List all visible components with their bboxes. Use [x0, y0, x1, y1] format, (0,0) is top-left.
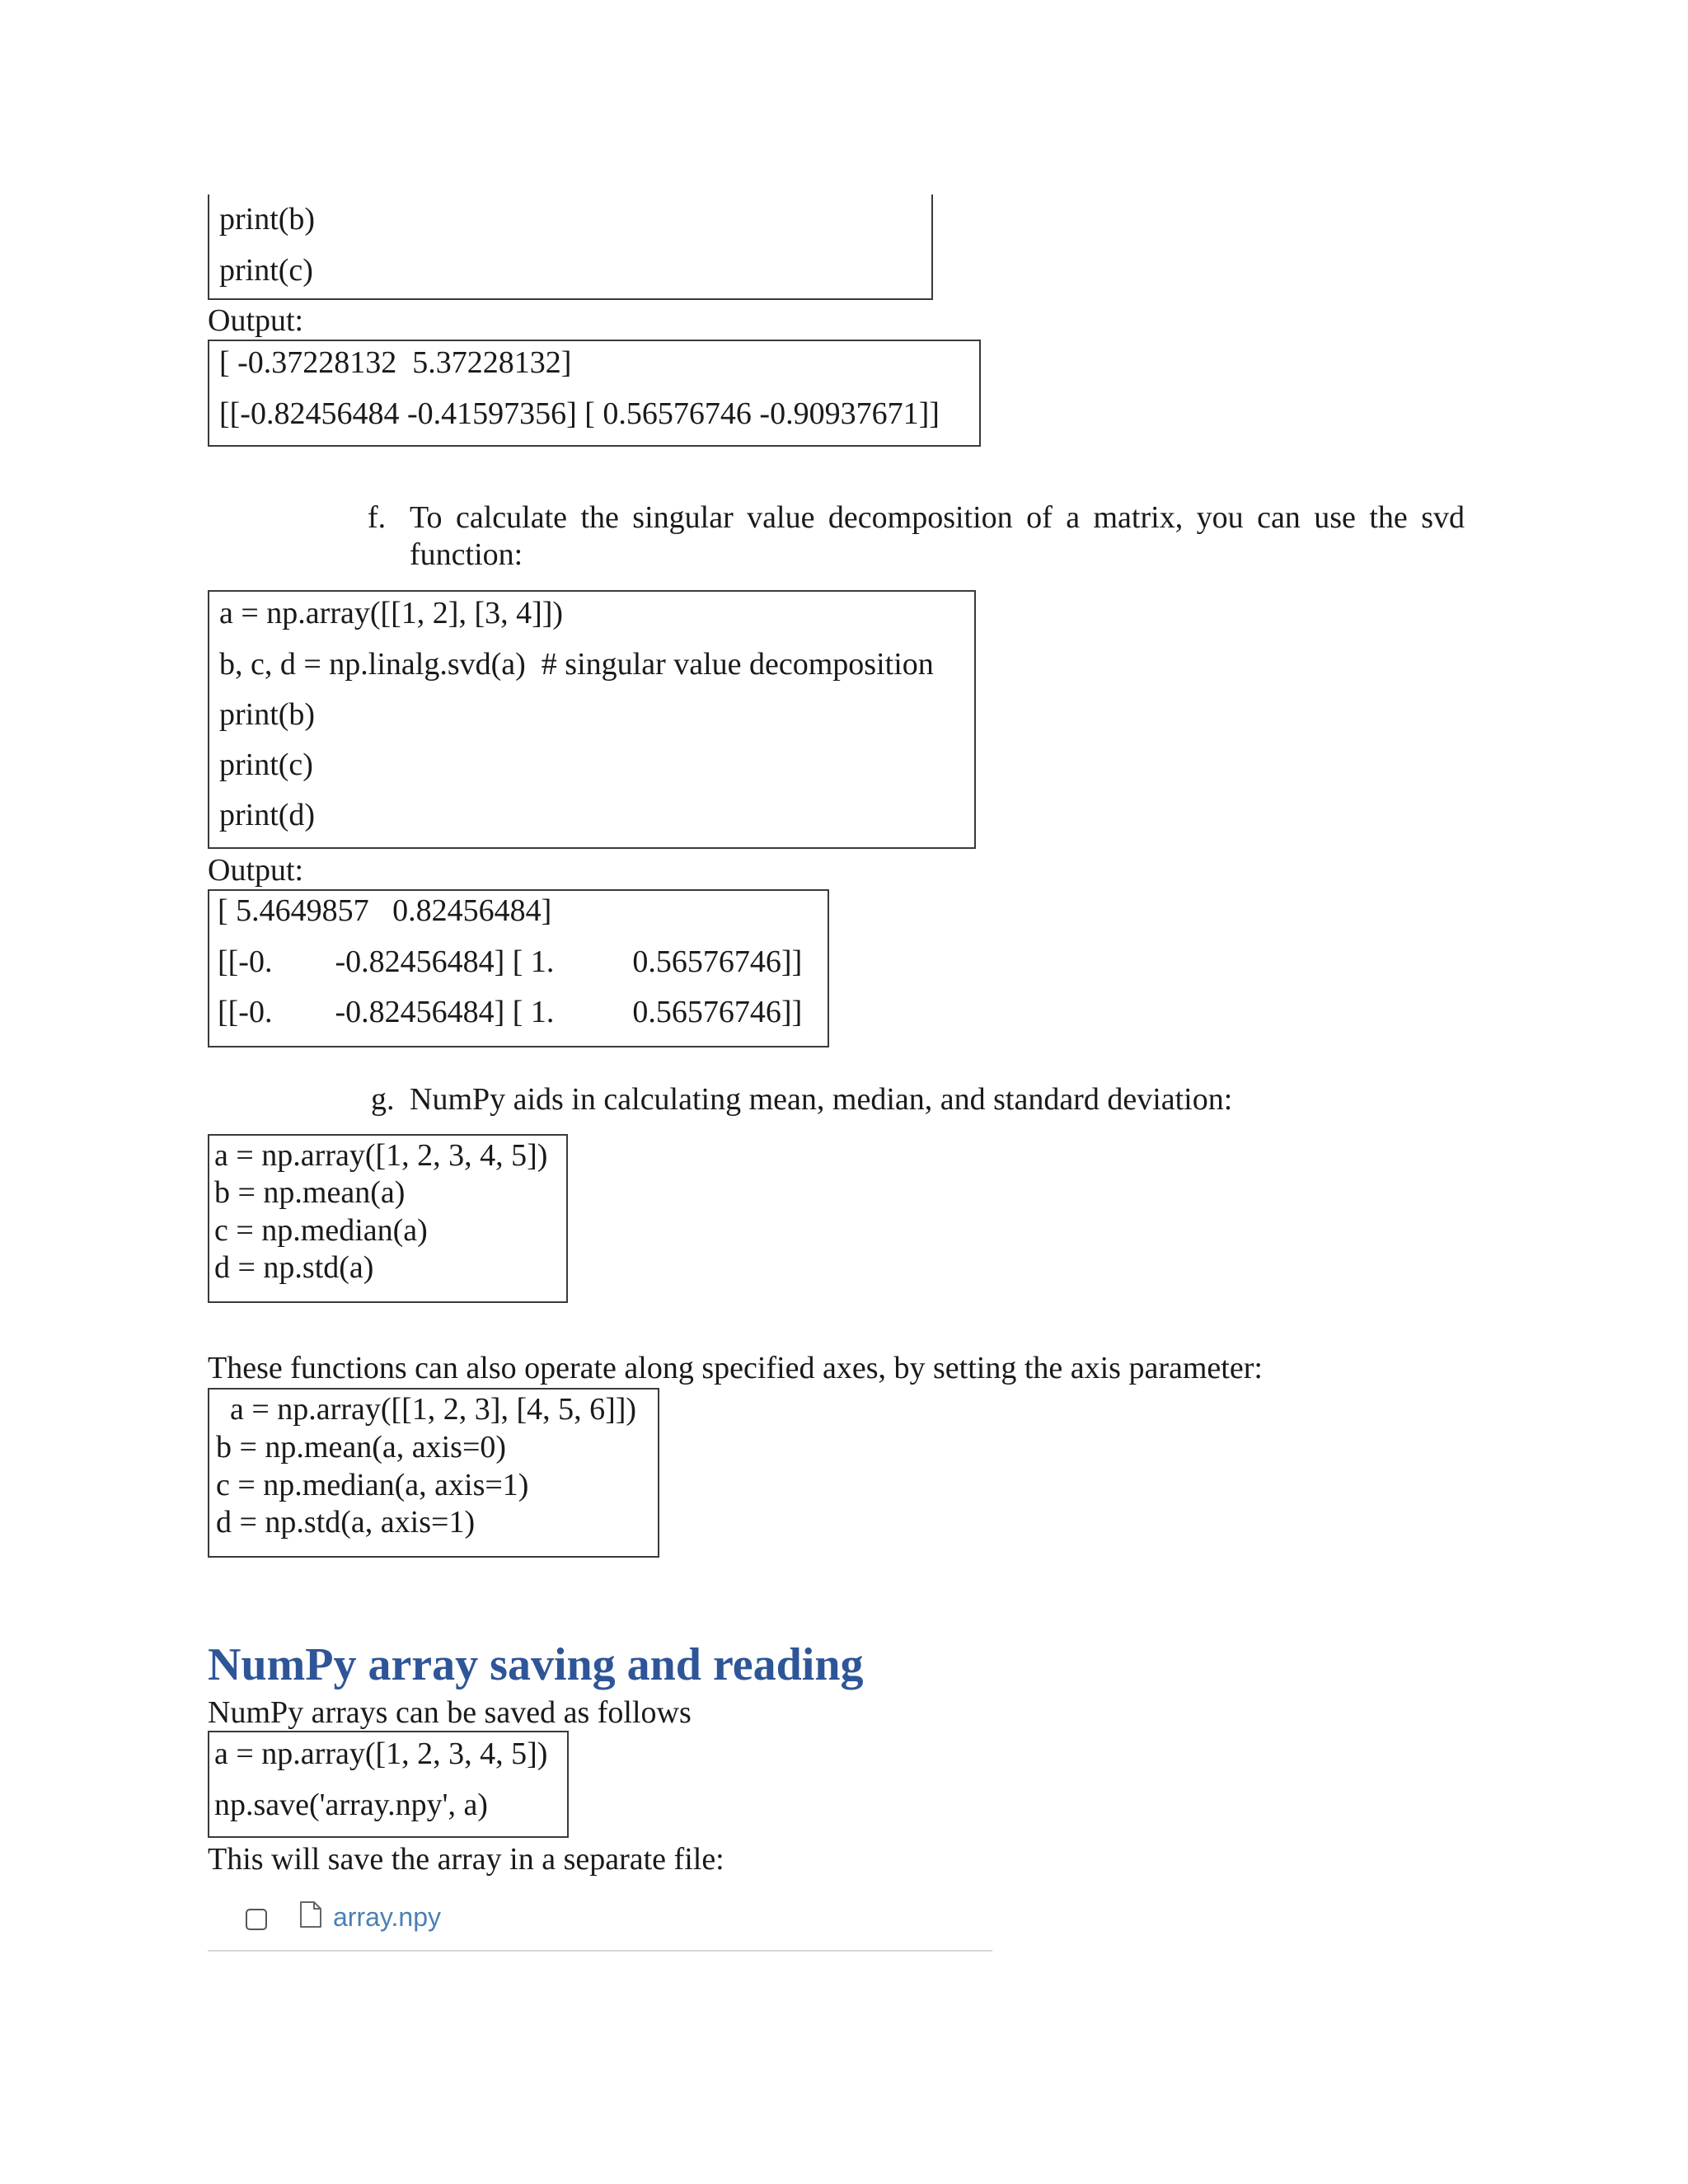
- output-line: [[-0. -0.82456484] [ 1. 0.56576746]]: [218, 995, 803, 1029]
- code-line: print(d): [219, 798, 316, 832]
- code-line: np.save('array.npy', a): [214, 1788, 488, 1822]
- file-link[interactable]: array.npy: [333, 1902, 442, 1932]
- output-line: [[-0.82456484 -0.41597356] [ 0.56576746 -0.90937671]]: [219, 396, 940, 431]
- code-block: [208, 590, 976, 849]
- code-block-continued: [208, 194, 933, 300]
- code-line: a = np.array([[1, 2], [3, 4]]): [219, 596, 564, 630]
- output-label: Output:: [208, 303, 304, 338]
- section-heading: NumPy array saving and reading: [208, 1639, 864, 1690]
- code-line: c = np.median(a): [214, 1213, 428, 1248]
- code-line: b = np.mean(a): [214, 1175, 406, 1210]
- file-icon: [298, 1900, 323, 1929]
- code-line: b = np.mean(a, axis=0): [216, 1430, 507, 1465]
- output-line: [[-0. -0.82456484] [ 1. 0.56576746]]: [218, 944, 803, 979]
- paragraph: These functions can also operate along specified axes, by setting the axis parameter:: [208, 1351, 1263, 1385]
- code-line: print(c): [219, 253, 313, 288]
- code-line: c = np.median(a, axis=1): [216, 1468, 529, 1502]
- divider: [208, 1950, 992, 1952]
- list-item-text: To calculate the singular value decomposition of a matrix, you can use the svd function:: [410, 500, 1465, 572]
- paragraph: NumPy arrays can be saved as follows: [208, 1695, 692, 1730]
- output-block: [208, 340, 981, 447]
- output-line: [ 5.4649857 0.82456484]: [218, 893, 552, 928]
- code-line: a = np.array([[1, 2, 3], [4, 5, 6]]): [214, 1392, 637, 1427]
- code-line: d = np.std(a, axis=1): [216, 1505, 476, 1540]
- code-line: a = np.array([1, 2, 3, 4, 5]): [214, 1736, 548, 1771]
- paragraph: This will save the array in a separate file:: [208, 1842, 724, 1877]
- code-line: b, c, d = np.linalg.svd(a) # singular value decomposition: [219, 647, 934, 682]
- code-block: [208, 1731, 569, 1838]
- code-line: print(b): [219, 697, 316, 732]
- output-block: [208, 889, 829, 1047]
- list-item-text: NumPy aids in calculating mean, median, and standard deviation:: [410, 1082, 1233, 1117]
- output-label: Output:: [208, 853, 304, 888]
- code-line: print(c): [219, 748, 313, 782]
- list-marker: f.: [368, 500, 387, 535]
- list-marker: g.: [371, 1082, 395, 1117]
- code-line: d = np.std(a): [214, 1250, 374, 1285]
- output-line: [ -0.37228132 5.37228132]: [219, 345, 572, 380]
- file-checkbox[interactable]: [246, 1909, 267, 1930]
- code-line: print(b): [219, 202, 316, 237]
- code-block: [208, 1134, 568, 1303]
- code-line: a = np.array([1, 2, 3, 4, 5]): [214, 1138, 548, 1173]
- code-block: [208, 1388, 659, 1558]
